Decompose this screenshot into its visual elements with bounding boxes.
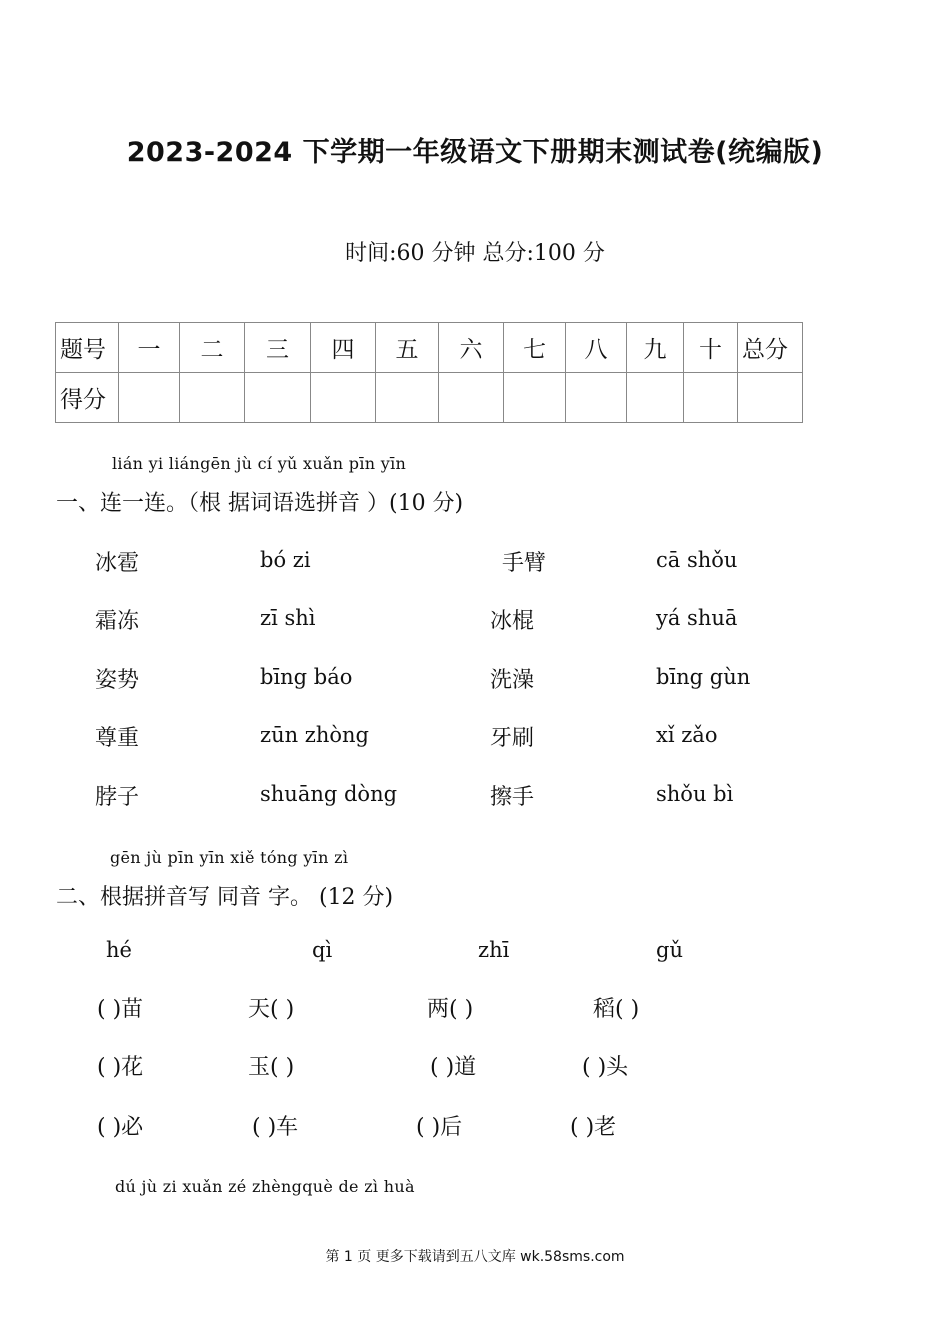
- column-header: 八: [566, 323, 627, 373]
- column-header: 九: [627, 323, 684, 373]
- section1-pinyin: lián yi liángēn jù cí yǔ xuǎn pīn yīn: [112, 454, 407, 473]
- fill-blank[interactable]: ( )道: [430, 1055, 477, 1080]
- score-cell[interactable]: [119, 373, 180, 423]
- fill-blank[interactable]: ( )花: [97, 1055, 144, 1080]
- column-header: 七: [504, 323, 566, 373]
- row-label-score: 得分: [56, 373, 119, 423]
- score-cell[interactable]: [566, 373, 627, 423]
- pinyin-right: bīng gùn: [656, 665, 751, 689]
- pinyin-left: bó zi: [260, 548, 311, 572]
- column-header-total: 总分: [738, 323, 803, 373]
- pinyin-left: shuāng dòng: [260, 782, 398, 806]
- word-right: 洗澡: [490, 668, 535, 693]
- page-footer: 第 1 页 更多下载请到五八文库 wk.58sms.com: [325, 1249, 625, 1265]
- column-header: 五: [376, 323, 439, 373]
- table-row-score: [56, 373, 803, 423]
- column-header: 四: [311, 323, 376, 373]
- row-label-number: 题号: [56, 323, 119, 373]
- prompt-pinyin: qì: [312, 938, 333, 962]
- section2-heading: 二、根据拼音写 同音 字。 (12 分): [56, 885, 394, 910]
- column-header: 十: [684, 323, 738, 373]
- fill-blank[interactable]: ( )头: [582, 1055, 629, 1080]
- word-right: 手臂: [502, 551, 547, 576]
- score-cell[interactable]: [311, 373, 376, 423]
- section1-heading: 一、连一连。（根 据词语选拼音 ）(10 分): [56, 491, 464, 516]
- score-cell[interactable]: [627, 373, 684, 423]
- column-header: 二: [180, 323, 245, 373]
- section3-pinyin: dú jù zi xuǎn zé zhèngquè de zì huà: [115, 1177, 415, 1196]
- column-header: 六: [439, 323, 504, 373]
- section2-pinyin: gēn jù pīn yīn xiě tóng yīn zì: [110, 848, 349, 867]
- fill-blank[interactable]: ( )后: [416, 1115, 463, 1140]
- word-left: 姿势: [95, 668, 140, 693]
- fill-blank[interactable]: 稻( ): [593, 997, 640, 1022]
- pinyin-right: shǒu bì: [656, 782, 734, 806]
- word-left: 冰雹: [95, 551, 140, 576]
- score-table: [55, 322, 803, 423]
- column-header: 一: [119, 323, 180, 373]
- word-right: 擦手: [490, 785, 535, 810]
- pinyin-right: yá shuā: [656, 606, 738, 630]
- score-cell[interactable]: [439, 373, 504, 423]
- score-cell[interactable]: [245, 373, 311, 423]
- prompt-pinyin: hé: [106, 938, 132, 962]
- column-header: 三: [245, 323, 311, 373]
- table-row-header: [56, 323, 803, 373]
- fill-blank[interactable]: ( )车: [252, 1115, 299, 1140]
- fill-blank[interactable]: ( )苗: [97, 997, 144, 1022]
- pinyin-right: xǐ zǎo: [656, 723, 718, 747]
- word-left: 霜冻: [95, 609, 140, 634]
- prompt-pinyin: zhī: [478, 938, 510, 962]
- pinyin-left: zī shì: [260, 606, 316, 630]
- score-cell[interactable]: [376, 373, 439, 423]
- fill-blank[interactable]: 玉( ): [248, 1055, 295, 1080]
- word-left: 尊重: [95, 726, 140, 751]
- score-cell[interactable]: [684, 373, 738, 423]
- score-cell[interactable]: [504, 373, 566, 423]
- word-left: 脖子: [95, 785, 140, 810]
- pinyin-left: zūn zhòng: [260, 723, 369, 747]
- score-cell[interactable]: [180, 373, 245, 423]
- fill-blank[interactable]: 天( ): [248, 997, 295, 1022]
- fill-blank[interactable]: 两( ): [427, 997, 474, 1022]
- fill-blank[interactable]: ( )老: [570, 1115, 617, 1140]
- prompt-pinyin: gǔ: [656, 938, 683, 962]
- pinyin-left: bīng báo: [260, 665, 353, 689]
- word-right: 牙刷: [490, 726, 535, 751]
- fill-blank[interactable]: ( )必: [97, 1115, 144, 1140]
- exam-meta: 时间:60 分钟 总分:100 分: [345, 241, 605, 266]
- score-cell[interactable]: [738, 373, 803, 423]
- page-title: 2023-2024 下学期一年级语文下册期末测试卷(统编版): [126, 137, 824, 168]
- pinyin-right: cā shǒu: [656, 548, 738, 572]
- word-right: 冰棍: [490, 609, 535, 634]
